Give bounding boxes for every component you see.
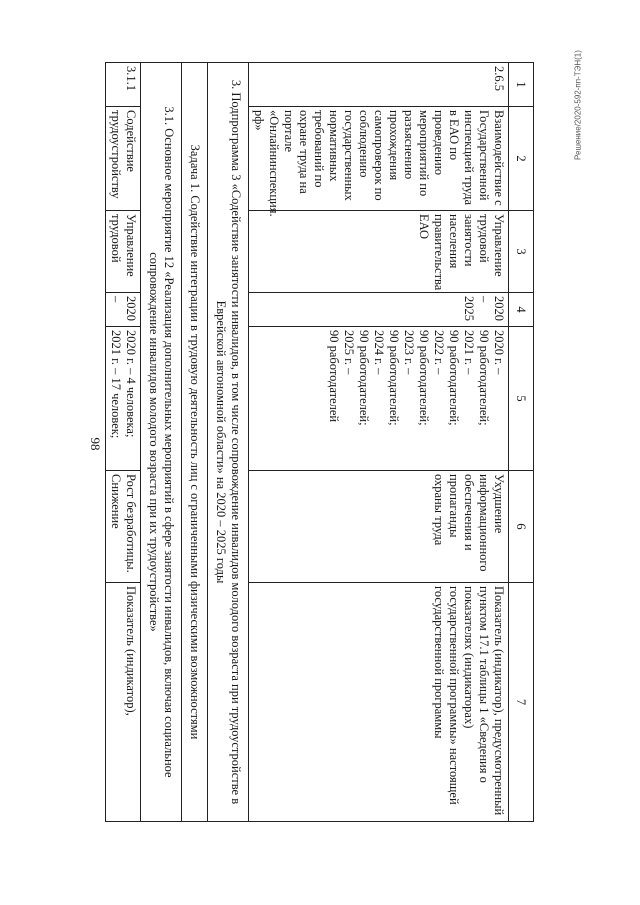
indicator-line: 90 работодателей; [417, 330, 431, 426]
executor: Управление трудовой [106, 211, 141, 293]
indicator-line: 90 работодателей; [447, 330, 461, 426]
indicator-line: 2022 г. – [432, 330, 446, 375]
header-col-5: 5 [509, 327, 534, 471]
table-row [106, 63, 141, 822]
consequence: Ухудшение информационного обеспечения и пропаганды охраны труда [249, 471, 509, 583]
main-measure-heading: 3.1. Основное мероприятие 12 «Реализация дополнительных мероприятий в сфере занятости инвалидов, включая социальное сопровождение инвалидов молодого возраста при их трудоустройстве» [141, 63, 182, 822]
section-row [141, 63, 182, 822]
indicator-line: 2020 г. – 4 человека; [124, 330, 138, 438]
indicator-line: 90 работодателей [327, 330, 341, 423]
measure-name: Взаимодействие с Государственной инспекцией труда в ЕАО по проведению мероприятий по разъяснению прохождения самопроверок по соблюдению государственных нормативных требований по охране труда на портале «Онлайнинспекция. рф» [249, 107, 509, 211]
row-number: 3.1.1 [106, 63, 141, 107]
program-measures-table [105, 62, 534, 822]
indicator-link: Показатель (индикатор), [106, 583, 141, 822]
indicator-line: 90 работодателей; [477, 330, 491, 426]
indicator-line: 2020 г. – [492, 330, 506, 375]
table-header-row [509, 63, 534, 822]
indicator-line: 2021 г. – [462, 330, 476, 375]
indicator-line: 2023 г. – [402, 330, 416, 375]
indicator-line: 2025 г. – [342, 330, 356, 375]
expected-result [249, 327, 509, 471]
indicator-line: 2024 г. – [372, 330, 386, 375]
subprogram-heading: 3. Подпрограмма 3 «Содействие занятости инвалидов, в том числе сопровождение инвалидов молодого возраста при трудоустройстве в Еврейской автономной области» на 2020 – 2025 годы [208, 63, 249, 822]
row-number: 2.6.5 [249, 63, 509, 107]
expected-result [106, 327, 141, 471]
indicator-line: 90 работодателей; [357, 330, 371, 426]
consequence: Рост безработицы. Снижение [106, 471, 141, 583]
header-col-1: 1 [509, 63, 534, 107]
executor: Управление трудовой занятости населения правительства ЕАО [249, 211, 509, 293]
period: 2020 – 2025 [249, 293, 509, 327]
header-col-7: 7 [509, 583, 534, 822]
indicator-line: 90 работодателей; [387, 330, 401, 426]
header-col-3: 3 [509, 211, 534, 293]
header-col-6: 6 [509, 471, 534, 583]
task-heading: Задача 1. Содействие интеграции в трудовую деятельность лиц с ограниченными физическими возможностями [182, 63, 208, 822]
measure-name: Содействие трудоустройству [106, 107, 141, 211]
page-number: 98 [88, 437, 103, 451]
indicator-line: 2021 г. – 17 человек; [109, 330, 123, 439]
document-stamp: Решение/2020-592-пп-ТЭН(1) [573, 50, 583, 160]
indicator-link: Показатель (индикатор), предусмотренный пунктом 17.1 таблицы 1 «Сведения о показателях (индикаторах) государственной программы» настоящей государственной программы [249, 583, 509, 822]
header-col-2: 2 [509, 107, 534, 211]
section-row [182, 63, 208, 822]
period: 2020 – [106, 293, 141, 327]
rotated-table-container [84, 62, 534, 822]
header-col-4: 4 [509, 293, 534, 327]
section-row [208, 63, 249, 822]
table-row [249, 63, 509, 822]
